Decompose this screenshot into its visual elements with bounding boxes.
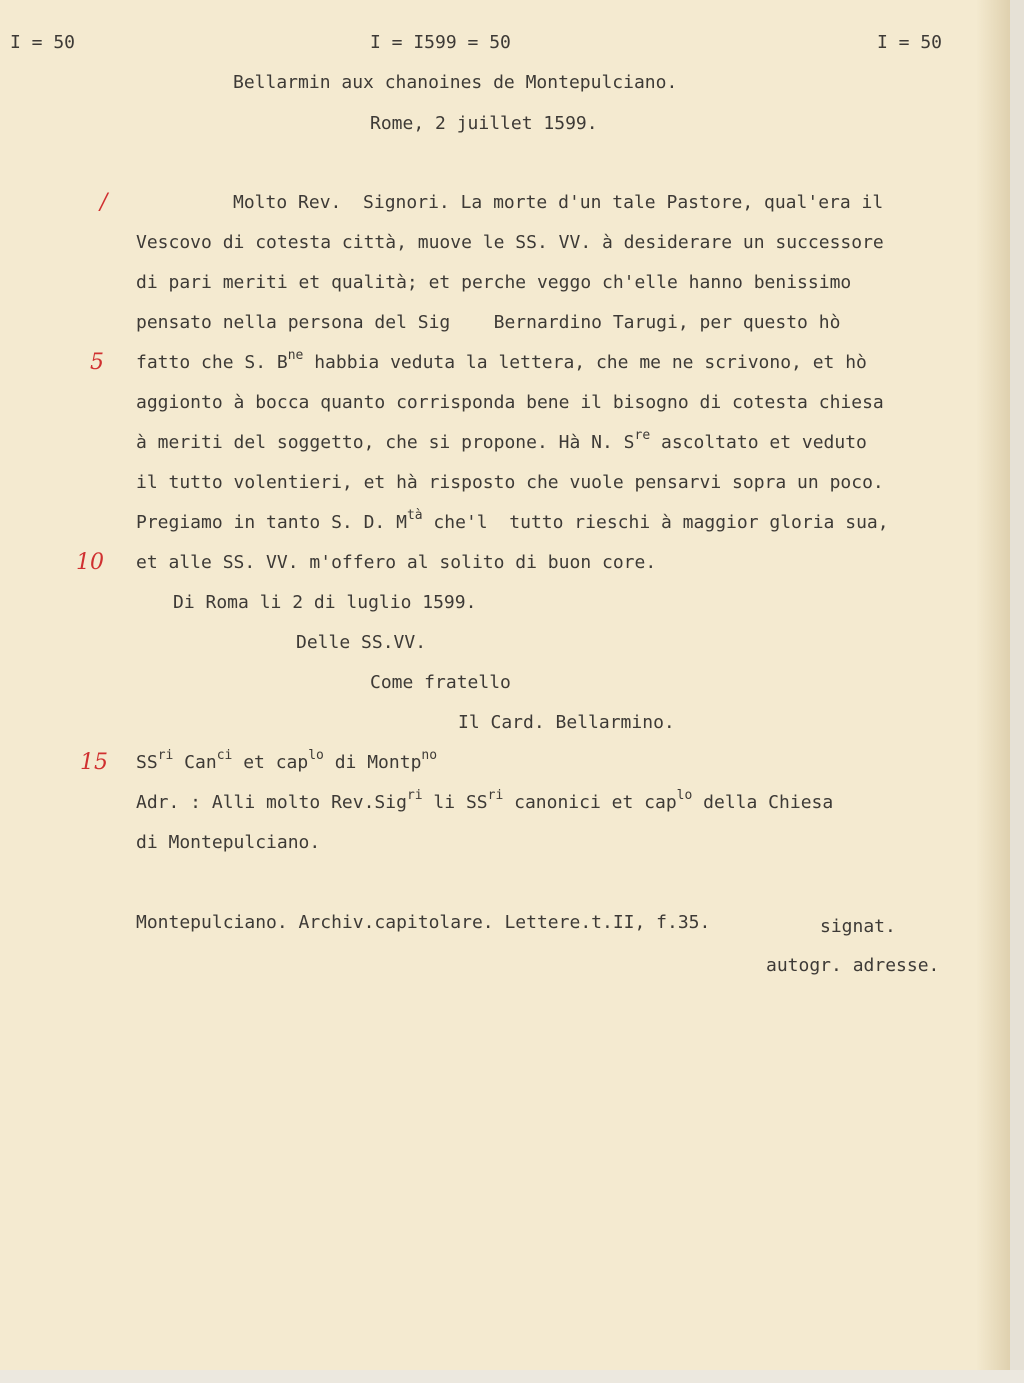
source-line-2: autogr. adresse. <box>766 955 940 976</box>
body-line-9-b: che'l tutto rieschi à maggior gloria sua, <box>422 512 889 533</box>
body-line-5 <box>136 348 867 374</box>
adr-part-1: Adr. : Alli molto Rev.Sig <box>136 792 407 813</box>
address-sup-2: ci <box>216 748 233 763</box>
body-line-8: il tutto volentieri, et hà risposto che vuole pensarvi sopra un poco. <box>136 472 884 493</box>
address-sup-1: ri <box>157 748 174 763</box>
body-line-7-sup: re <box>634 428 651 443</box>
scan-edge-right <box>1010 0 1024 1383</box>
adr-sup-3: lo <box>676 788 693 803</box>
adr-part-3: canonici et cap <box>503 792 677 813</box>
scan-edge-bottom <box>0 1370 1024 1383</box>
body-line-4: pensato nella persona del Sig Bernardino Tarugi, per questo hò <box>136 312 841 333</box>
document-title: Bellarmin aux chanoines de Montepulciano. <box>233 72 678 93</box>
adr-continuation: di Montepulciano. <box>136 832 321 853</box>
body-line-9-sup: tà <box>406 508 423 523</box>
address-part-1: SS <box>136 752 158 773</box>
address-line <box>136 748 438 774</box>
margin-number-10: 10 <box>76 550 104 575</box>
body-line-7-b: ascoltato et veduto <box>650 432 867 453</box>
closing-fraternal: Come fratello <box>370 672 511 693</box>
body-line-2: Vescovo di cotesta città, muove le SS. VV. à desiderare un successore <box>136 232 884 253</box>
address-sup-3: lo <box>308 748 324 763</box>
closing-place-date: Di Roma li 2 di luglio 1599. <box>173 592 477 613</box>
header-center: I = I599 = 50 <box>370 32 511 53</box>
header-right: I = 50 <box>877 32 943 53</box>
address-part-4: di Montp <box>323 752 422 773</box>
body-line-5-a: fatto che S. B <box>136 352 288 373</box>
margin-number-5: 5 <box>90 350 104 375</box>
adr-part-4: della Chiesa <box>692 792 834 813</box>
body-line-1: Molto Rev. Signori. La morte d'un tale Pastore, qual'era il <box>233 192 884 213</box>
date-line: Rome, 2 juillet 1599. <box>370 113 598 134</box>
adr-line <box>136 788 834 814</box>
body-line-5-b: habbia veduta la lettera, che me ne scrivono, et hò <box>303 352 867 373</box>
body-line-3: di pari meriti et qualità; et perche veggo ch'elle hanno benissimo <box>136 272 852 293</box>
body-line-7 <box>136 428 867 454</box>
address-part-2: Can <box>173 752 217 773</box>
closing-salutation: Delle SS.VV. <box>296 632 427 653</box>
body-line-9 <box>136 508 889 534</box>
header-left: I = 50 <box>10 32 76 53</box>
margin-number-1: / <box>100 190 108 215</box>
closing-signature: Il Card. Bellarmino. <box>458 712 675 733</box>
source-line-1: Montepulciano. Archiv.capitolare. Lettere.t.II, f.35. <box>136 912 711 933</box>
body-line-10: et alle SS. VV. m'offero al solito di buon core. <box>136 552 657 573</box>
address-part-3: et cap <box>232 752 309 773</box>
source-signat: signat. <box>820 916 896 937</box>
body-line-7-a: à meriti del soggetto, che si propone. Hà N. S <box>136 432 635 453</box>
body-line-6: aggionto à bocca quanto corrisponda bene il bisogno di cotesta chiesa <box>136 392 884 413</box>
adr-sup-2: ri <box>487 788 504 803</box>
margin-number-15: 15 <box>80 750 108 775</box>
adr-sup-1: ri <box>406 788 423 803</box>
body-line-9-a: Pregiamo in tanto S. D. M <box>136 512 407 533</box>
body-line-5-sup: ne <box>287 348 304 363</box>
adr-part-2: li SS <box>422 792 488 813</box>
address-sup-4: no <box>421 748 438 763</box>
